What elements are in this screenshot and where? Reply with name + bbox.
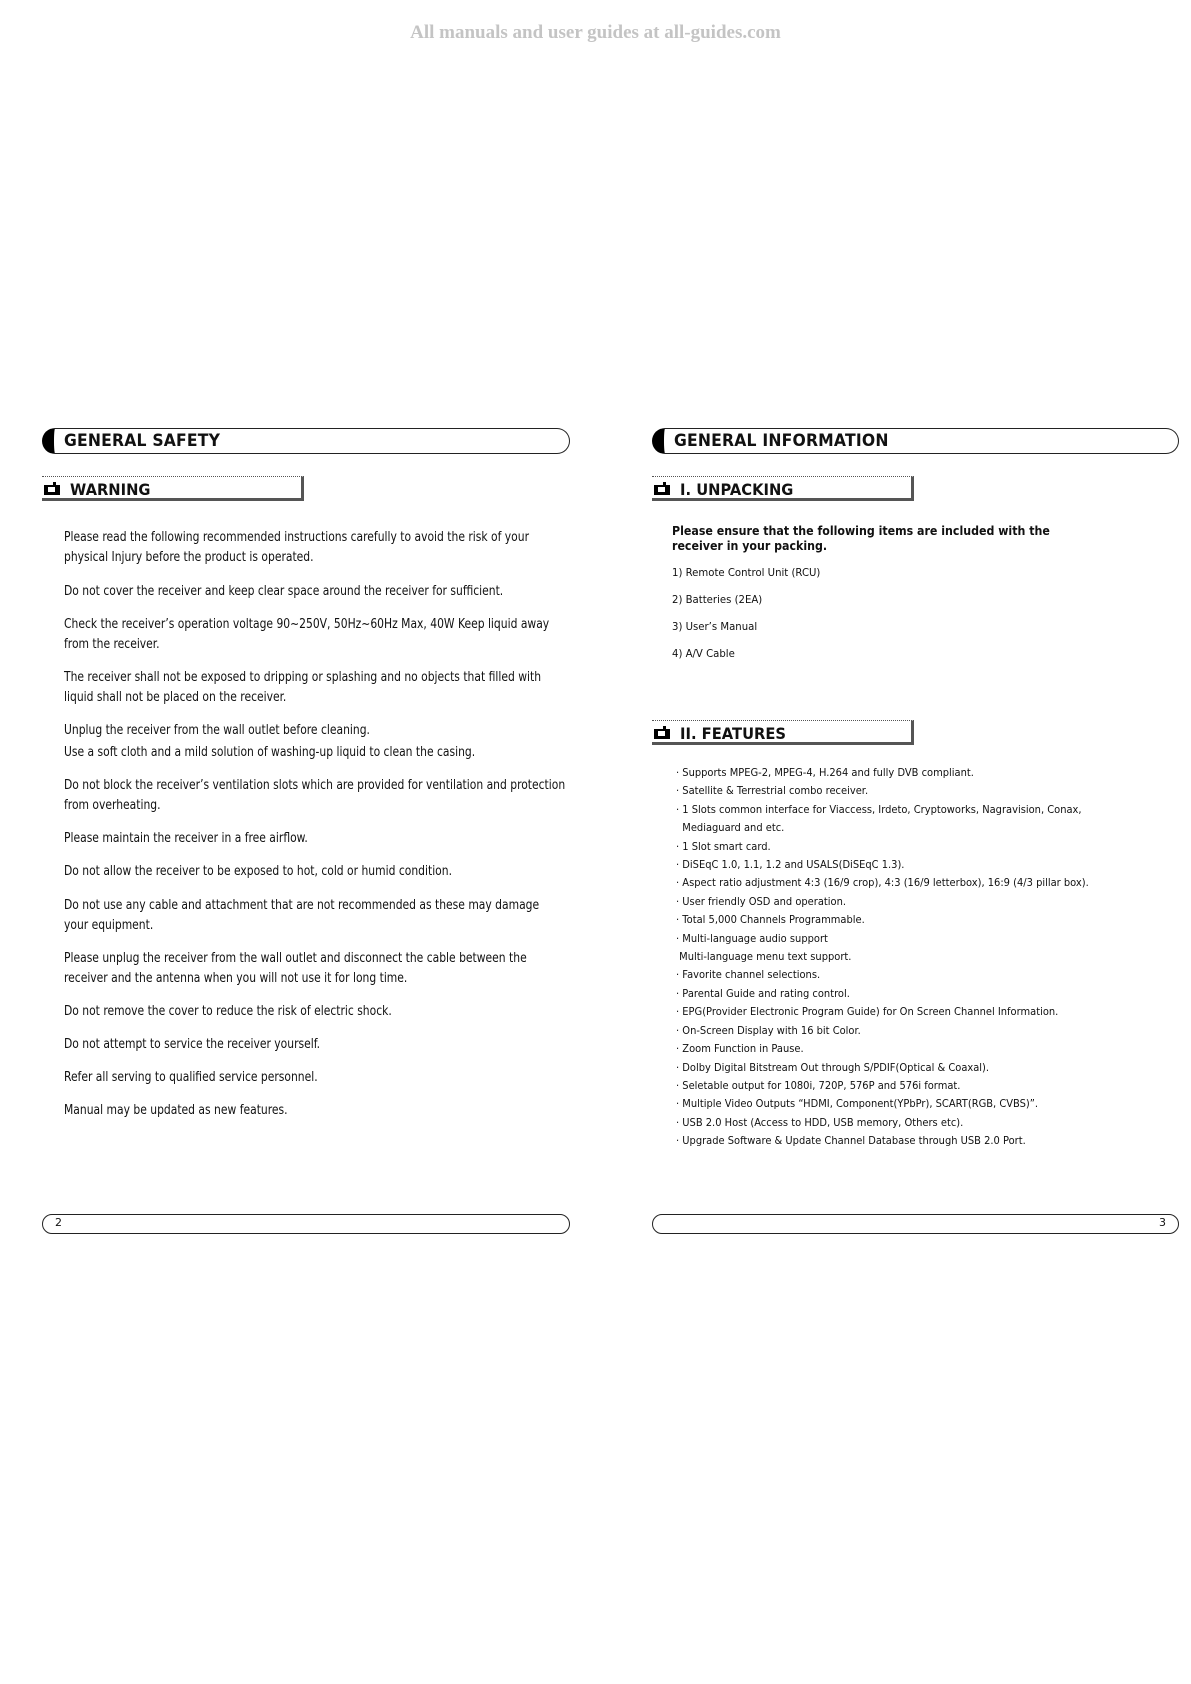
feature-item: · Dolby Digital Bitstream Out through S/PDIF(Optical & Coaxal). — [676, 1060, 990, 1074]
safety-paragraph: Check the receiver’s operation voltage 90~250V, 50Hz~60Hz Max, 40W Keep liquid away from the receiver. — [64, 617, 550, 652]
feature-item: · Favorite channel selections. — [676, 968, 821, 982]
feature-item: · Parental Guide and rating control. — [676, 986, 850, 1000]
safety-paragraph: Do not cover the receiver and keep clear space around the receiver for sufficient. — [64, 584, 504, 599]
safety-paragraph: Please read the following recommended instructions carefully to avoid the risk of your physical Injury before the product is operated. — [64, 530, 530, 565]
hand-pointer-icon — [652, 723, 672, 742]
page-title: GENERAL SAFETY — [64, 431, 221, 451]
feature-item: · EPG(Provider Electronic Program Guide) for On Screen Channel Information. — [676, 1005, 1059, 1019]
feature-item: Multi-language menu text support. — [676, 950, 852, 964]
feature-item: · Total 5,000 Channels Programmable. — [676, 913, 865, 927]
page-title: GENERAL INFORMATION — [674, 431, 889, 451]
feature-list — [676, 764, 1180, 1151]
safety-paragraph: Do not remove the cover to reduce the risk of electric shock. — [64, 1004, 392, 1019]
watermark: All manuals and user guides at all-guides.com — [410, 22, 781, 43]
feature-item: · On-Screen Display with 16 bit Color. — [676, 1023, 861, 1037]
hand-pointer-icon — [652, 479, 672, 498]
safety-paragraph: Do not attempt to service the receiver yourself. — [64, 1037, 321, 1052]
safety-paragraph: Use a soft cloth and a mild solution of washing-up liquid to clean the casing. — [64, 745, 476, 760]
unpacking-item: 2) Batteries (2EA) — [672, 593, 763, 606]
feature-item: · Seletable output for 1080i, 720P, 576P and 576i format. — [676, 1078, 961, 1092]
footer-bar — [42, 1214, 570, 1234]
section-title: II. FEATURES — [680, 724, 787, 743]
hand-pointer-icon — [42, 479, 62, 498]
general-safety-header — [42, 428, 570, 454]
left-page — [42, 0, 570, 1684]
feature-item: · Aspect ratio adjustment 4:3 (16/9 crop), 4:3 (16/9 letterbox), 16:9 (4/3 pillar box). — [676, 876, 1089, 890]
feature-item: · Multiple Video Outputs “HDMI, Component(YPbPr), SCART(RGB, CVBS)”. — [676, 1097, 1039, 1111]
feature-item: · DiSEqC 1.0, 1.1, 1.2 and USALS(DiSEqC 1.3). — [676, 858, 905, 872]
safety-paragraph: Do not allow the receiver to be exposed to hot, cold or humid condition. — [64, 864, 453, 879]
safety-paragraph: Do not block the receiver’s ventilation slots which are provided for ventilation and protection from overheating. — [64, 778, 566, 813]
section-title: I. UNPACKING — [680, 480, 794, 499]
feature-item: · 1 Slot smart card. — [676, 839, 771, 853]
feature-item: Mediaguard and etc. — [676, 821, 785, 835]
unpacking-lead: Please ensure that the following items are included with the receiver in your packing. — [672, 524, 1050, 553]
feature-item: · Multi-language audio support — [676, 931, 828, 945]
feature-item: · Supports MPEG-2, MPEG-4, H.264 and fully DVB compliant. — [676, 766, 974, 779]
features-header — [652, 720, 914, 745]
unpacking-item: 1) Remote Control Unit (RCU) — [672, 566, 821, 579]
section-title: WARNING — [70, 480, 151, 499]
footer-bar — [652, 1214, 1179, 1234]
page-number: 3 — [1159, 1216, 1166, 1229]
safety-paragraph: Please unplug the receiver from the wall outlet and disconnect the cable between the receiver and the antenna when you will not use it for long time. — [64, 951, 527, 986]
safety-paragraph: Manual may be updated as new features. — [64, 1103, 288, 1118]
feature-item: · Upgrade Software & Update Channel Database through USB 2.0 Port. — [676, 1134, 1026, 1148]
feature-item: · USB 2.0 Host (Access to HDD, USB memory, Others etc). — [676, 1115, 964, 1129]
safety-paragraph: Refer all serving to qualified service personnel. — [64, 1070, 318, 1085]
page-number: 2 — [55, 1216, 62, 1229]
unpacking-header — [652, 476, 914, 501]
feature-item: · 1 Slots common interface for Viaccess, Irdeto, Cryptoworks, Nagravision, Conax, — [676, 802, 1082, 816]
safety-paragraph: Please maintain the receiver in a free airflow. — [64, 831, 308, 846]
feature-item: · Satellite & Terrestrial combo receiver. — [676, 784, 869, 798]
warning-header — [42, 476, 304, 501]
feature-item: · Zoom Function in Pause. — [676, 1042, 804, 1056]
unpacking-item: 4) A/V Cable — [672, 647, 735, 660]
safety-paragraph: The receiver shall not be exposed to dripping or splashing and no objects that filled with liquid shall not be placed on the receiver. — [64, 670, 542, 705]
unpacking-item: 3) User’s Manual — [672, 620, 758, 633]
right-page — [652, 0, 1179, 1684]
safety-paragraph: Unplug the receiver from the wall outlet before cleaning. — [64, 723, 370, 738]
feature-item: · User friendly OSD and operation. — [676, 894, 847, 908]
general-information-header — [652, 428, 1179, 454]
safety-paragraph: Do not use any cable and attachment that are not recommended as these may damage your equipment. — [64, 898, 540, 933]
